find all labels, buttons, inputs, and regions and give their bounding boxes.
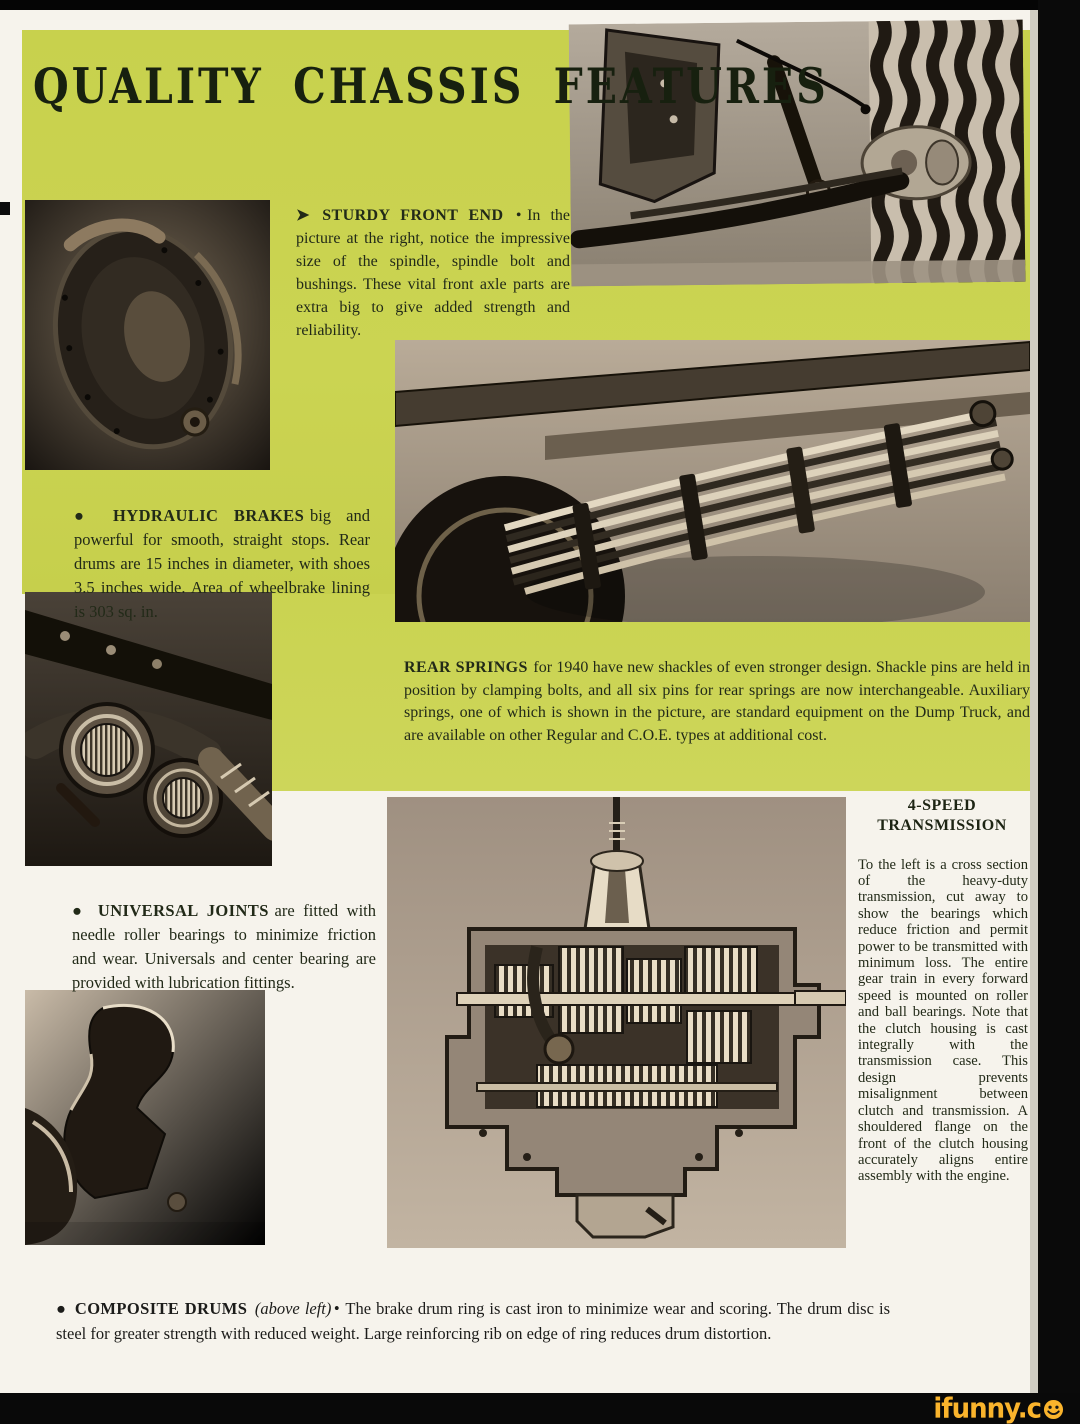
page-edge-shadow <box>1030 10 1038 1393</box>
separator-dot: • <box>333 1298 340 1318</box>
composite-drums-heading: COMPOSITE DRUMS <box>74 1298 248 1318</box>
rear-springs-body: for 1940 have new shackles of even stronger design. Shackle pins are held in position by clamping bolts, and all six pins for rear springs are now interchangeable. Auxiliary springs, one of which is shown in the picture, are standard equipment on the Dump Truck, and are available on other Regular and C.O.E. types at additional cost. <box>404 659 1030 744</box>
universal-joints-section <box>72 899 376 995</box>
page-title: QUALITY CHASSIS FEATURES <box>33 58 829 115</box>
composite-drums-body: The brake drum ring is cast iron to minimize wear and scoring. The drum disc is steel for greater strength with reduced weight. Large reinforcing rib on edge of ring reduces drum distortion. <box>56 1298 891 1343</box>
hydraulic-body: big and powerful for smooth, straight stops. Rear drums are 15 inches in diameter, with shoes 3.5 inches wide. Area of wheelbrake lining is 303 sq. in. <box>74 505 370 621</box>
brake-drum-art <box>25 200 270 470</box>
rear-springs-art <box>395 340 1030 622</box>
transmission-heading <box>852 796 1032 836</box>
composite-drum-art <box>25 990 265 1245</box>
scan-artifact-mark <box>0 202 10 215</box>
universal-joint-photo <box>25 592 272 866</box>
composite-drums-note: (above left) <box>254 1298 332 1318</box>
transmission-body: To the left is a cross section of the heavy-duty transmission, cut away to show the bearings which reduce friction and permit power to be transmitted with minimum loss. The entire gear train in every forward speed is mounted on roller and ball bearings. Note that the clutch housing is cast integrally with the transmission case. This design prevents misalignment between clutch and transmission. A shouldered flange on the front of the clutch housing accurately aligns entire assembly with the engine. <box>858 856 1028 1185</box>
rear-springs-heading: REAR SPRINGS <box>404 659 528 676</box>
sturdy-body: In the picture at the right, notice the impressive size of the spindle, spindle bolt and bushings. These vital front axle parts are extra big to give added strength and reliability. <box>296 207 570 339</box>
sturdy-heading: STURDY FRONT END <box>322 207 504 224</box>
hydraulic-heading: HYDRAULIC BRAKES <box>113 505 305 525</box>
transmission-heading-line1: 4-SPEED <box>907 797 977 814</box>
bullet-icon: ● <box>56 1298 68 1318</box>
hydraulic-brakes-section <box>74 504 370 624</box>
rear-springs-section <box>404 657 1030 747</box>
transmission-cross-section-photo <box>387 797 846 1248</box>
composite-drum-photo <box>25 990 265 1245</box>
watermark-bar <box>0 1393 1080 1424</box>
universal-joint-art <box>25 592 272 866</box>
bullet-icon: ● <box>72 900 87 920</box>
separator-dot: • <box>515 207 522 224</box>
scan-right-border <box>1038 0 1080 1424</box>
ifunny-logo-text: ifunny.c <box>933 1393 1041 1424</box>
sturdy-front-end-section <box>296 204 570 342</box>
universal-joints-body: are fitted with needle roller bearings to minimize friction and wear. Universals and center bearing are provided with lubrication fittings. <box>72 900 377 992</box>
ifunny-watermark <box>933 1394 1064 1424</box>
transmission-art <box>387 797 846 1248</box>
universal-joints-heading: UNIVERSAL JOINTS <box>97 900 269 920</box>
bullet-icon: ● <box>74 505 96 525</box>
smiley-icon <box>1043 1399 1064 1420</box>
brake-drum-photo <box>25 200 270 470</box>
transmission-heading-line2: TRANSMISSION <box>877 817 1007 834</box>
arrow-icon: ➤ <box>296 207 310 224</box>
scan-top-border <box>0 0 1080 10</box>
rear-springs-photo <box>395 340 1030 622</box>
composite-drums-section <box>56 1296 890 1346</box>
